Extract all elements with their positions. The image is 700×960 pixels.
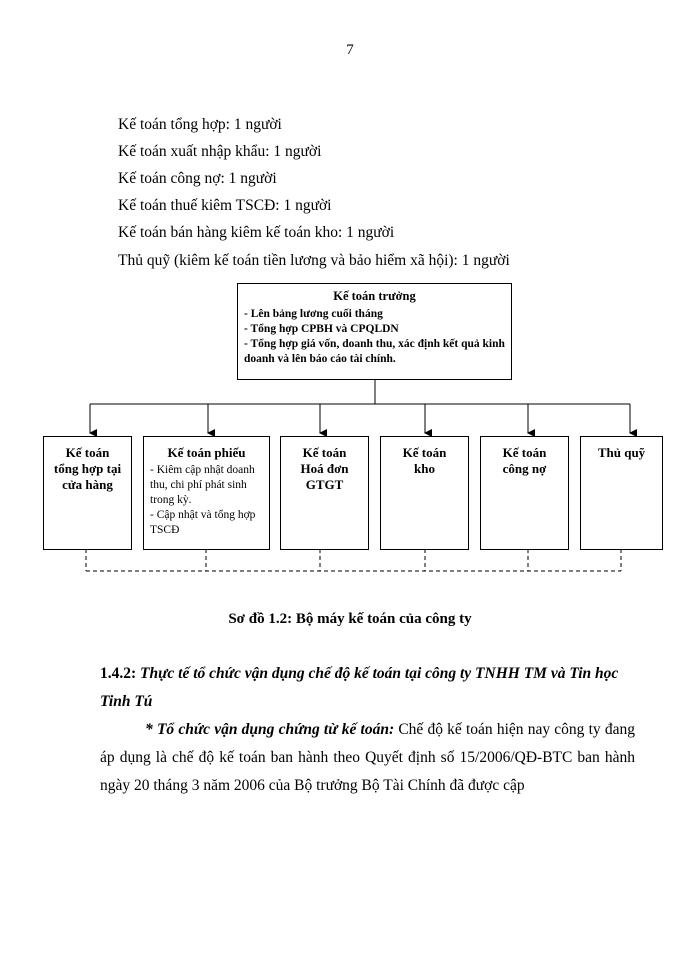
page-number: 7 [346, 42, 354, 58]
staff-item: Kế toán thuế kiêm TSCĐ: 1 người [118, 197, 332, 214]
unit-box-warehouse [380, 436, 469, 550]
unit-title: Kế toán phiếu [167, 445, 246, 460]
staff-item: Kế toán công nợ: 1 người [118, 170, 277, 187]
chief-duty: - Lên bảng lương cuối tháng [244, 308, 383, 320]
unit-duty: - Cập nhật và tổng hợp TSCĐ [150, 509, 256, 536]
diagram-caption: Sơ đồ 1.2: Bộ máy kế toán của công ty [228, 611, 472, 627]
unit-title: Kế toán tổng hợp tại cửa hàng [53, 445, 122, 492]
section-number: 1.4.2: [100, 665, 137, 682]
unit-box-general-store [43, 436, 132, 550]
unit-box-vat-invoice [280, 436, 369, 550]
body-paragraph [100, 716, 635, 800]
unit-title: Kế toán Hoá đơn GTGT [300, 445, 349, 492]
staff-item: Thủ quỹ (kiêm kế toán tiền lương và bảo hiểm xã hội): 1 người [118, 252, 510, 269]
chief-duty: - Tổng hợp giá vốn, doanh thu, xác định kết quả kinh doanh và lên báo cáo tài chính. [244, 338, 505, 365]
unit-box-treasurer [580, 436, 663, 550]
unit-title: Kế toán kho [402, 445, 447, 476]
chief-title: Kế toán trưởng [333, 289, 416, 303]
chief-accountant-box [237, 283, 512, 380]
paragraph-text: Chế độ kế toán hiện nay công ty đang áp dụng là chế độ kế toán ban hành theo Quyết định số 15/2006/QĐ-BTC ban hành ngày 20 tháng 3 năm 2006 của Bộ trưởng Bộ Tài Chính đã được cập [100, 721, 636, 794]
chief-duty: - Tổng hợp CPBH và CPQLDN [244, 323, 399, 335]
staff-item: Kế toán xuất nhập khẩu: 1 người [118, 143, 322, 160]
unit-box-receivables [480, 436, 569, 550]
dashed-links [86, 549, 621, 571]
section-title: Thực tế tổ chức vận dụng chế độ kế toán tại công ty TNHH TM và Tin học Tinh Tú [100, 665, 619, 710]
unit-title: Kế toán công nợ [502, 445, 547, 476]
unit-title: Thủ quỹ [597, 445, 646, 460]
staff-item: Kế toán bán hàng kiêm kế toán kho: 1 người [118, 224, 395, 241]
unit-box-voucher [143, 436, 270, 550]
paragraph-lead: * Tổ chức vận dụng chứng từ kế toán: [145, 721, 395, 738]
unit-duty: - Kiêm cập nhật doanh thu, chi phí phát sinh trong kỳ. [150, 464, 255, 506]
section-heading [100, 660, 635, 716]
staff-item: Kế toán tổng hợp: 1 người [118, 116, 282, 133]
